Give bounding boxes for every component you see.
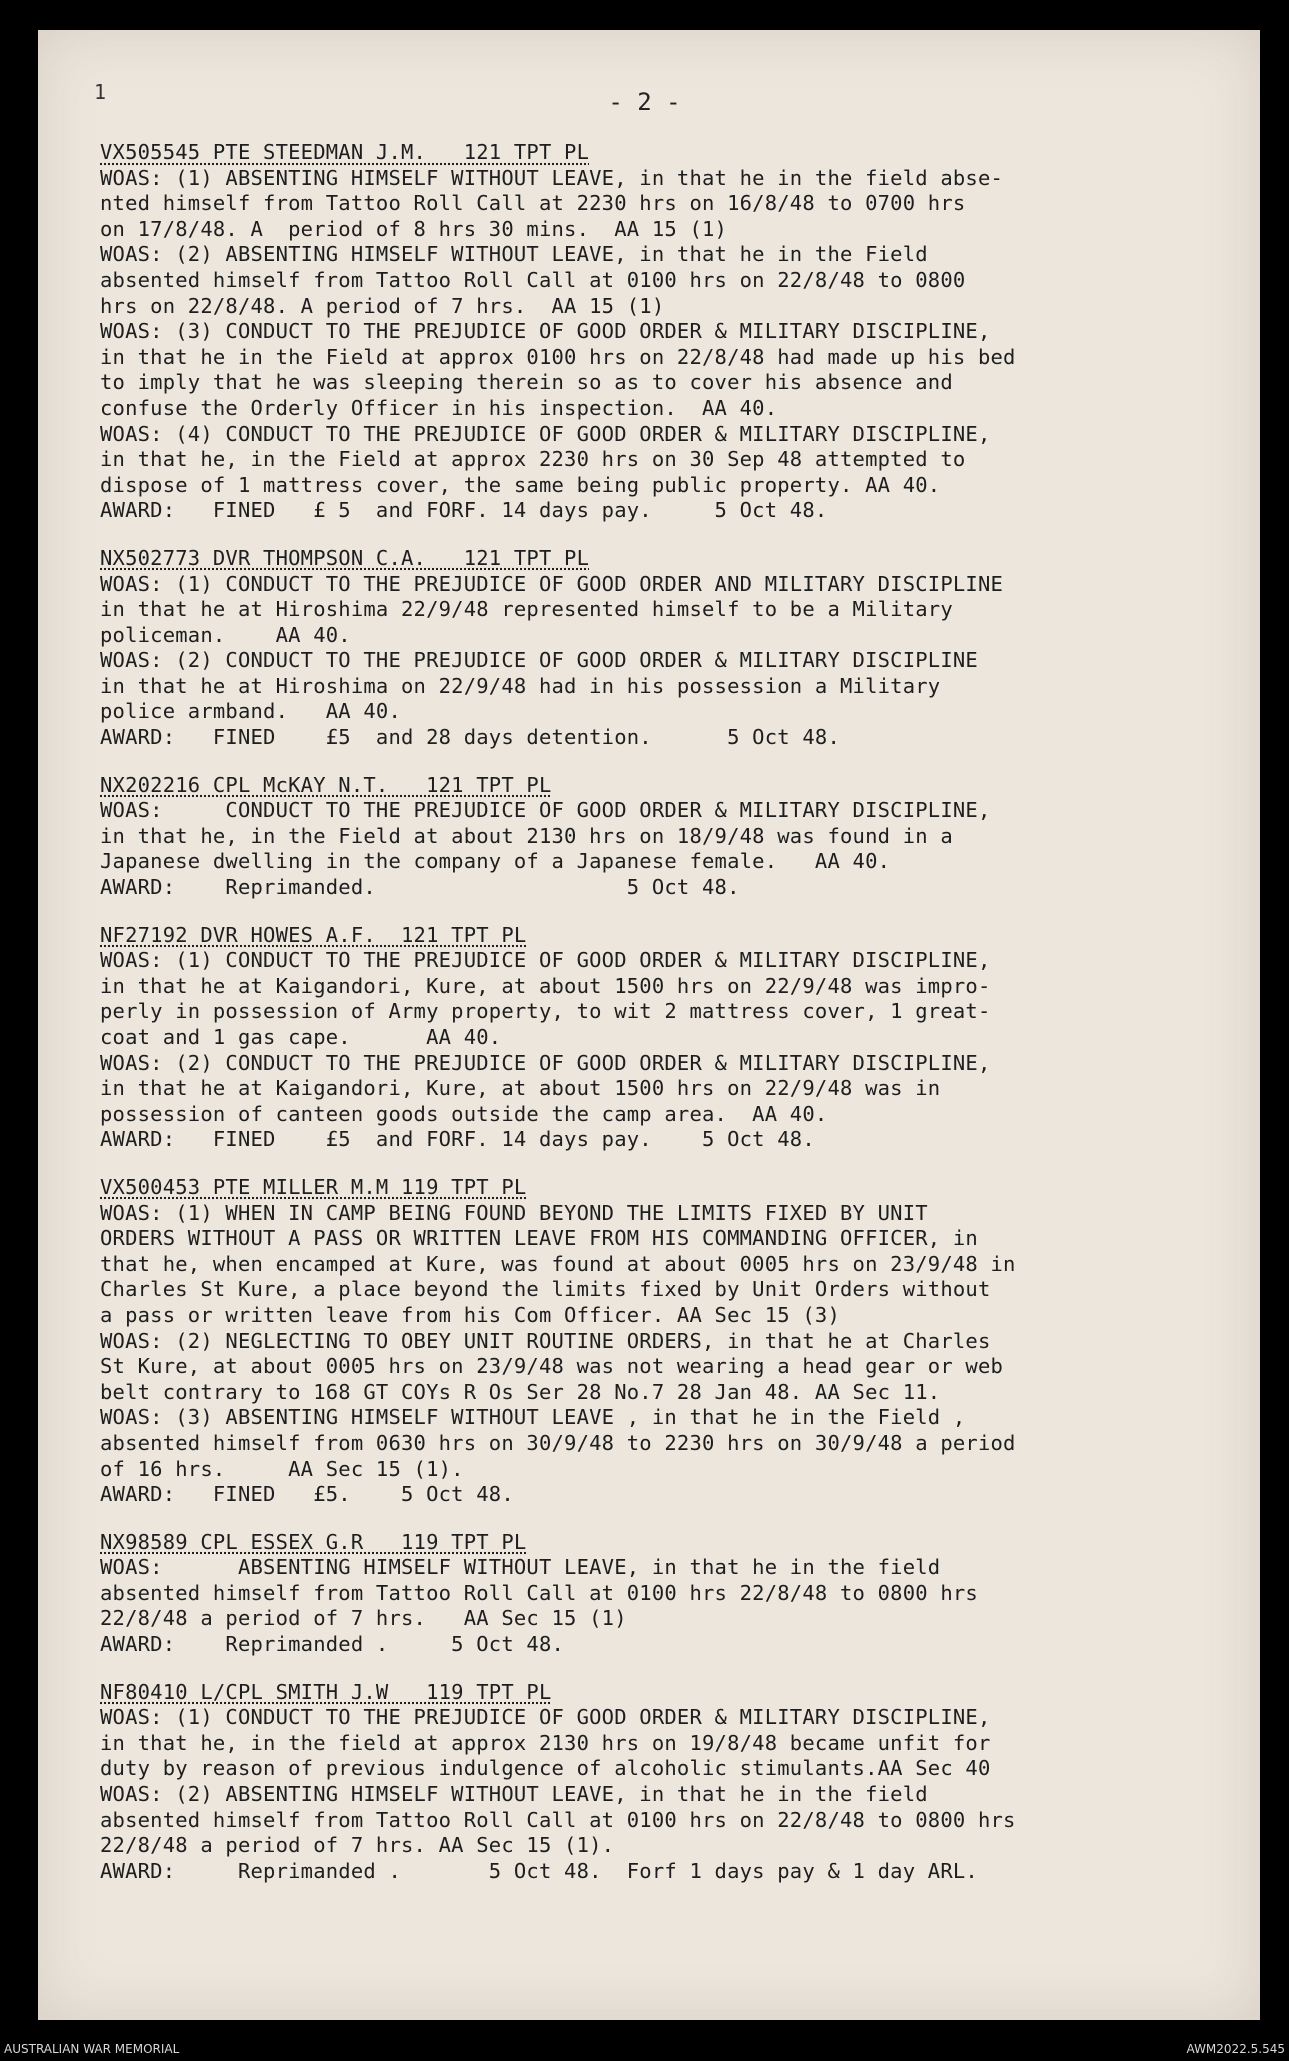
entry-line: absented himself from Tattoo Roll Call at 0100 hrs on 22/8/48 to 0800 hrs	[100, 1807, 1016, 1832]
entry-line: duty by reason of previous indulgence of alcoholic stimulants.AA Sec 40	[100, 1756, 991, 1781]
record-entry	[100, 773, 1210, 901]
footer	[0, 2040, 1289, 2061]
entry-line: WOAS: CONDUCT TO THE PREJUDICE OF GOOD ORDER & MILITARY DISCIPLINE,	[100, 798, 991, 823]
entry-line: possession of canteen goods outside the camp area. AA 40.	[100, 1101, 828, 1126]
entry-line: WOAS: (2) ABSENTING HIMSELF WITHOUT LEAVE, in that he in the Field	[100, 242, 928, 267]
entry-line: to imply that he was sleeping therein so as to cover his absence and	[100, 370, 953, 395]
entry-line: policeman. AA 40.	[100, 622, 351, 647]
entry-line: AWARD: FINED £ 5 and FORF. 14 days pay. 5 Oct 48.	[100, 498, 828, 523]
entry-line: absented himself from Tattoo Roll Call at 0100 hrs on 22/8/48 to 0800	[100, 267, 966, 292]
entry-line: WOAS: (1) ABSENTING HIMSELF WITHOUT LEAVE, in that he in the field abse-	[100, 165, 1004, 190]
entry-line: Japanese dwelling in the company of a Japanese female. AA 40.	[100, 849, 891, 874]
entry-line: WOAS: (2) CONDUCT TO THE PREJUDICE OF GOOD ORDER & MILITARY DISCIPLINE	[100, 648, 978, 673]
entry-line: dispose of 1 mattress cover, the same being public property. AA 40.	[100, 472, 941, 497]
record-entry	[100, 140, 1210, 524]
record-entry	[100, 923, 1210, 1153]
entry-line: in that he, in the Field at approx 2230 hrs on 30 Sep 48 attempted to	[100, 447, 966, 472]
entry-header: VX500453 PTE MILLER M.M 119 TPT PL	[100, 1174, 527, 1199]
entry-line: police armband. AA 40.	[100, 699, 402, 724]
entry-line: belt contrary to 168 GT COYs R Os Ser 28 No.7 28 Jan 48. AA Sec 11.	[100, 1379, 941, 1404]
entry-line: in that he at Hiroshima on 22/9/48 had in his possession a Military	[100, 673, 941, 698]
entry-line: WOAS: (2) CONDUCT TO THE PREJUDICE OF GOOD ORDER & MILITARY DISCIPLINE,	[100, 1050, 991, 1075]
record-entry	[100, 1175, 1210, 1508]
entry-line: absented himself from Tattoo Roll Call at 0100 hrs 22/8/48 to 0800 hrs	[100, 1580, 978, 1605]
entry-line: ORDERS WITHOUT A PASS OR WRITTEN LEAVE FROM HIS COMMANDING OFFICER, in	[100, 1226, 978, 1251]
entry-line: WOAS: (1) CONDUCT TO THE PREJUDICE OF GOOD ORDER & MILITARY DISCIPLINE,	[100, 948, 991, 973]
entry-header: NF80410 L/CPL SMITH J.W 119 TPT PL	[100, 1679, 552, 1704]
entry-line: WOAS: (3) CONDUCT TO THE PREJUDICE OF GOOD ORDER & MILITARY DISCIPLINE,	[100, 319, 991, 344]
entry-line: WOAS: (1) CONDUCT TO THE PREJUDICE OF GOOD ORDER & MILITARY DISCIPLINE,	[100, 1705, 991, 1730]
entry-line: a pass or written leave from his Com Officer. AA Sec 15 (3)	[100, 1302, 840, 1327]
entry-line: WOAS: (2) NEGLECTING TO OBEY UNIT ROUTINE ORDERS, in that he at Charles	[100, 1328, 991, 1353]
entry-line: AWARD: Reprimanded. 5 Oct 48.	[100, 875, 740, 900]
entry-line: nted himself from Tattoo Roll Call at 2230 hrs on 16/8/48 to 0700 hrs	[100, 191, 966, 216]
entry-line: in that he in the Field at approx 0100 hrs on 22/8/48 had made up his bed	[100, 344, 1016, 369]
entry-line: that he, when encamped at Kure, was found at about 0005 hrs on 23/9/48 in	[100, 1251, 1016, 1276]
entry-header: NX202216 CPL McKAY N.T. 121 TPT PL	[100, 772, 552, 797]
entry-line: in that he, in the field at approx 2130 hrs on 19/8/48 became unfit for	[100, 1730, 991, 1755]
entry-line: St Kure, at about 0005 hrs on 23/9/48 was not wearing a head gear or web	[100, 1354, 1004, 1379]
entry-line: on 17/8/48. A period of 8 hrs 30 mins. AA 15 (1)	[100, 216, 728, 241]
record-entry	[100, 1680, 1210, 1885]
entry-line: AWARD: Reprimanded . 5 Oct 48.	[100, 1632, 565, 1657]
entry-header: NX502773 DVR THOMPSON C.A. 121 TPT PL	[100, 545, 590, 570]
entry-line: AWARD: FINED £5 and 28 days detention. 5 Oct 48.	[100, 725, 840, 750]
footer-source: AUSTRALIAN WAR MEMORIAL	[4, 2042, 180, 2056]
record-entry	[100, 1530, 1210, 1658]
footer-reference: AWM2022.5.545	[1186, 2042, 1285, 2056]
entry-line: absented himself from 0630 hrs on 30/9/48 to 2230 hrs on 30/9/48 a period	[100, 1430, 1016, 1455]
entry-line: of 16 hrs. AA Sec 15 (1).	[100, 1456, 464, 1481]
entry-line: WOAS: ABSENTING HIMSELF WITHOUT LEAVE, in that he in the field	[100, 1555, 941, 1580]
page-number: - 2 -	[608, 88, 681, 116]
entry-line: WOAS: (3) ABSENTING HIMSELF WITHOUT LEAVE , in that he in the Field ,	[100, 1405, 966, 1430]
entry-line: perly in possession of Army property, to wit 2 mattress cover, 1 great-	[100, 999, 991, 1024]
entry-line: coat and 1 gas cape. AA 40.	[100, 1025, 502, 1049]
entry-line: 22/8/48 a period of 7 hrs. AA Sec 15 (1).	[100, 1833, 615, 1858]
entry-line: confuse the Orderly Officer in his inspection. AA 40.	[100, 395, 778, 420]
entry-header: VX505545 PTE STEEDMAN J.M. 121 TPT PL	[100, 140, 590, 164]
entry-line: hrs on 22/8/48. A period of 7 hrs. AA 15 (1)	[100, 293, 665, 318]
document-body	[100, 140, 1210, 1906]
entry-line: AWARD: FINED £5 and FORF. 14 days pay. 5 Oct 48.	[100, 1127, 815, 1152]
entry-line: 22/8/48 a period of 7 hrs. AA Sec 15 (1)	[100, 1606, 627, 1631]
record-entry	[100, 546, 1210, 751]
entry-line: in that he at Kaigandori, Kure, at about 1500 hrs on 22/9/48 was in	[100, 1076, 941, 1101]
entry-line: WOAS: (2) ABSENTING HIMSELF WITHOUT LEAVE, in that he in the field	[100, 1782, 928, 1807]
entry-line: WOAS: (4) CONDUCT TO THE PREJUDICE OF GOOD ORDER & MILITARY DISCIPLINE,	[100, 421, 991, 446]
entry-line: in that he, in the Field at about 2130 hrs on 18/9/48 was found in a	[100, 823, 953, 848]
page-mark: 1	[94, 80, 107, 104]
entry-line: AWARD: FINED £5. 5 Oct 48.	[100, 1482, 514, 1507]
entry-line: WOAS: (1) CONDUCT TO THE PREJUDICE OF GOOD ORDER AND MILITARY DISCIPLINE	[100, 571, 1004, 596]
entry-line: WOAS: (1) WHEN IN CAMP BEING FOUND BEYOND THE LIMITS FIXED BY UNIT	[100, 1200, 928, 1225]
entry-line: in that he at Kaigandori, Kure, at about 1500 hrs on 22/9/48 was impro-	[100, 973, 991, 998]
entry-line: AWARD: Reprimanded . 5 Oct 48. Forf 1 days pay & 1 day ARL.	[100, 1858, 978, 1883]
entry-line: Charles St Kure, a place beyond the limits fixed by Unit Orders without	[100, 1277, 991, 1302]
entry-header: NF27192 DVR HOWES A.F. 121 TPT PL	[100, 922, 527, 947]
entry-line: in that he at Hiroshima 22/9/48 represented himself to be a Military	[100, 597, 953, 622]
entry-header: NX98589 CPL ESSEX G.R 119 TPT PL	[100, 1529, 527, 1554]
